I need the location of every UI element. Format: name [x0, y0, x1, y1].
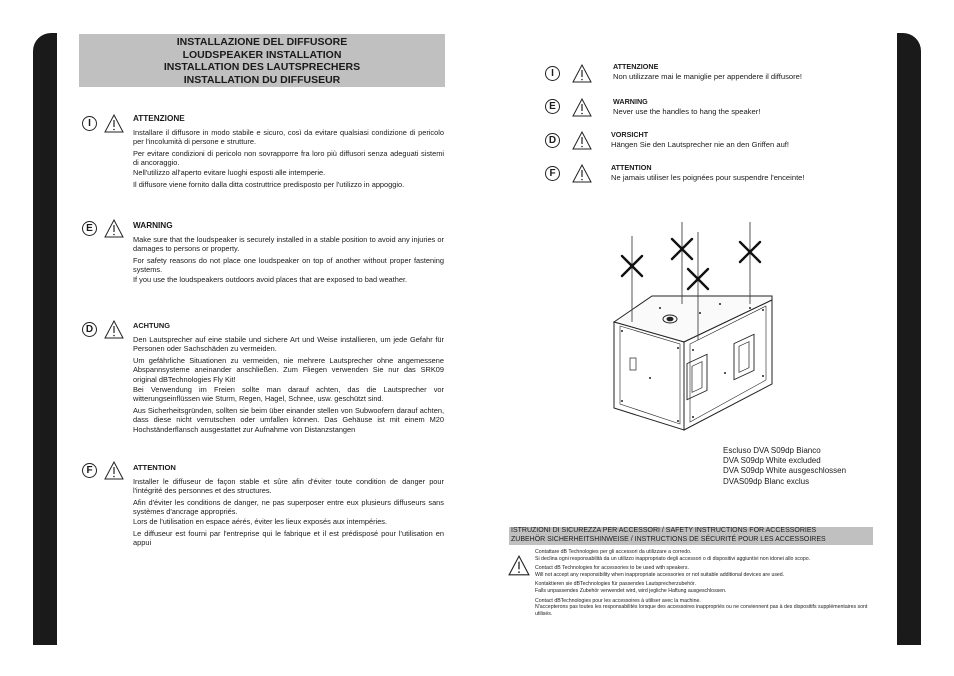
badge-french: F	[82, 463, 97, 478]
accessories-heading-line: ISTRUZIONI DI SICUREZZA PER ACCESSORI / SAFETY INSTRUCTIONS FOR ACCESSORIES	[511, 527, 817, 534]
caption-line: DVAS09dp Blanc exclus	[723, 476, 810, 486]
section-paragraph: Per evitare condizioni di pericolo non sovrapporre fra loro più diffusori senza adeguati sistemi di ancoraggio.	[133, 148, 444, 168]
accessories-line: Si declina ogni responsabilità da un utilizzo inappropriato degli accessori o di dispositivi aggiuntivi non idonei allo scopo.	[535, 555, 811, 562]
warning-triangle-icon	[572, 131, 592, 150]
badge-english: E	[545, 99, 560, 114]
note-text: Hängen Sie den Lautsprecher nie an den Griffen auf!	[611, 140, 790, 149]
note-heading: ATTENTION	[611, 163, 652, 172]
illustration-caption	[723, 446, 846, 487]
caption-line: DVA S09dp White ausgeschlossen	[723, 466, 847, 476]
right-page-tab	[897, 33, 921, 645]
title-line-fr: INSTALLATION DU DIFFUSEUR	[183, 73, 341, 86]
accessories-instructions	[535, 549, 873, 620]
section-italian	[133, 114, 444, 191]
accessories-line: Will not accept any responsibility when inappropriate accessories or not suitable additional devices are used.	[535, 571, 785, 578]
warning-triangle-icon	[572, 98, 592, 117]
handle-note-english	[613, 97, 760, 117]
accessories-line: Kontaktieren sie dBTechnologies für passendes Lautsprecherzubehör.	[535, 581, 696, 588]
note-heading: ATTENZIONE	[613, 62, 659, 71]
accessories-english	[535, 565, 873, 578]
section-paragraph: For safety reasons do not place one loudspeaker on top of another without proper fastening systems.	[133, 255, 444, 275]
section-paragraph: Den Lautsprecher auf eine stabile und sichere Art und Weise installieren, um jede Gefahr für Personen oder Sachschäden zu vermeiden.	[133, 334, 444, 354]
warning-triangle-icon	[104, 461, 124, 480]
warning-triangle-icon	[572, 64, 592, 83]
section-paragraph: Installer le diffuseur de façon stable et sûre afin d'éviter toute condition de danger pour l'intégrité des personnes et des structures.	[133, 476, 444, 496]
section-paragraph: Lors de l'utilisation en espace aérés, éviter les lieux exposés aux intempéries.	[133, 516, 388, 526]
section-english	[133, 221, 444, 287]
section-paragraph: Bei Verwendung im Freien sollte man darauf achten, das die Lautsprecher vor witterungseinflüssen wie Sturm, Regen, Hagel, Schnee, usw. geschützt sind.	[133, 384, 444, 404]
accessories-french	[535, 598, 873, 618]
page-title	[79, 34, 445, 87]
section-paragraph: Installare il diffusore in modo stabile e sicuro, così da evitare qualsiasi condizione di pericolo per l'incolumità di persone e strutture.	[133, 127, 444, 147]
caption-line: Escluso DVA S09dp Bianco	[723, 446, 821, 455]
warning-triangle-icon	[508, 555, 530, 576]
accessories-line: N'accepterons pas toutes les responsabilités lorsque des accessoires inappropriés ou ne conviennent pas à des dispositifs supplémentaires sont utilisés.	[535, 604, 868, 617]
note-text: Non utilizzare mai le maniglie per appendere il diffusore!	[613, 72, 802, 81]
section-heading: ACHTUNG	[133, 321, 170, 330]
caption-line: DVA S09dp White excluded	[723, 456, 821, 466]
badge-french: F	[545, 166, 560, 181]
warning-triangle-icon	[572, 164, 592, 183]
accessories-line: Contattare dB Technologies per gli accessori da utilizzare a corredo.	[535, 549, 692, 555]
section-heading: WARNING	[133, 221, 173, 230]
speaker-hanging-illustration	[600, 218, 780, 434]
page-number-right: 20	[900, 630, 914, 644]
note-text: Never use the handles to hang the speaker!	[613, 107, 761, 116]
badge-german: D	[82, 322, 97, 337]
section-paragraph: Le diffuseur est fourni par l'entreprise qui le fabrique et il est prédisposé pour l'utilisation en appui	[133, 528, 444, 548]
accessories-german	[535, 581, 873, 594]
note-heading: WARNING	[613, 97, 648, 106]
note-heading: VORSICHT	[611, 130, 649, 139]
handle-note-italian	[613, 62, 802, 82]
warning-triangle-icon	[104, 114, 124, 133]
section-heading: ATTENZIONE	[133, 114, 185, 123]
warning-triangle-icon	[104, 320, 124, 339]
badge-german: D	[545, 133, 560, 148]
accessories-line: Contact dBTechnologies pour les accessoires à utiliser avec la machine.	[535, 597, 701, 604]
section-paragraph: Um gefährliche Situationen zu vermeiden, nie mehrere Lautsprecher ohne angemessene Abspannsysteme aneinander anschließen. Zum Fliegen verwenden Sie nur das SRK09 original dBTechnologies Fly Kit!	[133, 355, 444, 384]
accessories-line: Falls unpassendes Zubehör verwendet wird, wird jegliche Haftung ausgeschlossen.	[535, 587, 727, 594]
section-paragraph: Il diffusore viene fornito dalla ditta costruttrice predisposto per l'utilizzo in appoggio.	[133, 179, 405, 189]
left-page-tab	[33, 33, 57, 645]
title-line-de: INSTALLATION DES LAUTSPRECHERS	[163, 61, 361, 73]
section-paragraph: If you use the loudspeakers outdoors avoid places that are exposed to bad weather.	[133, 274, 408, 284]
page-number-left: 19	[35, 630, 49, 644]
section-paragraph: Afin d'éviter les conditions de danger, ne pas superposer entre eux plusieurs diffuseurs sans systèmes d'ancrage appropriés.	[133, 497, 444, 517]
accessories-heading	[509, 527, 873, 545]
accessories-line: Contact dB Technologies for accessories to be used with speakers.	[535, 565, 689, 572]
badge-italian: I	[545, 66, 560, 81]
title-line-it: INSTALLAZIONE DEL DIFFUSORE	[176, 36, 348, 48]
section-paragraph: Nell'utilizzo all'aperto evitare luoghi esposti alle intemperie.	[133, 167, 326, 177]
accessories-heading-line: ZUBEHÖR SICHERHEITSHINWEISE / INSTRUCTIONS DE SÉCURITÉ POUR LES ACCESSOIRES	[511, 535, 826, 543]
handle-note-german	[611, 130, 789, 150]
section-heading: ATTENTION	[133, 463, 176, 472]
title-line-en: LOUDSPEAKER INSTALLATION	[182, 48, 342, 61]
section-german	[133, 321, 444, 437]
handle-note-french	[611, 163, 805, 183]
badge-italian: I	[82, 116, 97, 131]
accessories-italian	[535, 549, 873, 562]
section-paragraph: Aus Sicherheitsgründen, sollten sie beim über einander stellen von Subwoofern darauf achten, dass diese nicht verrutschen oder umfallen können. Das Gehäuse ist mit einem M20 Hochständerflansch ausgestattet zur Aufnahme von Distanzstangen	[133, 405, 444, 434]
badge-english: E	[82, 221, 97, 236]
note-text: Ne jamais utiliser les poignées pour suspendre l'enceinte!	[611, 173, 805, 182]
section-paragraph: Make sure that the loudspeaker is securely installed in a stable position to avoid any injuries or damages to persons or property.	[133, 234, 444, 254]
warning-triangle-icon	[104, 219, 124, 238]
section-french	[133, 463, 444, 550]
